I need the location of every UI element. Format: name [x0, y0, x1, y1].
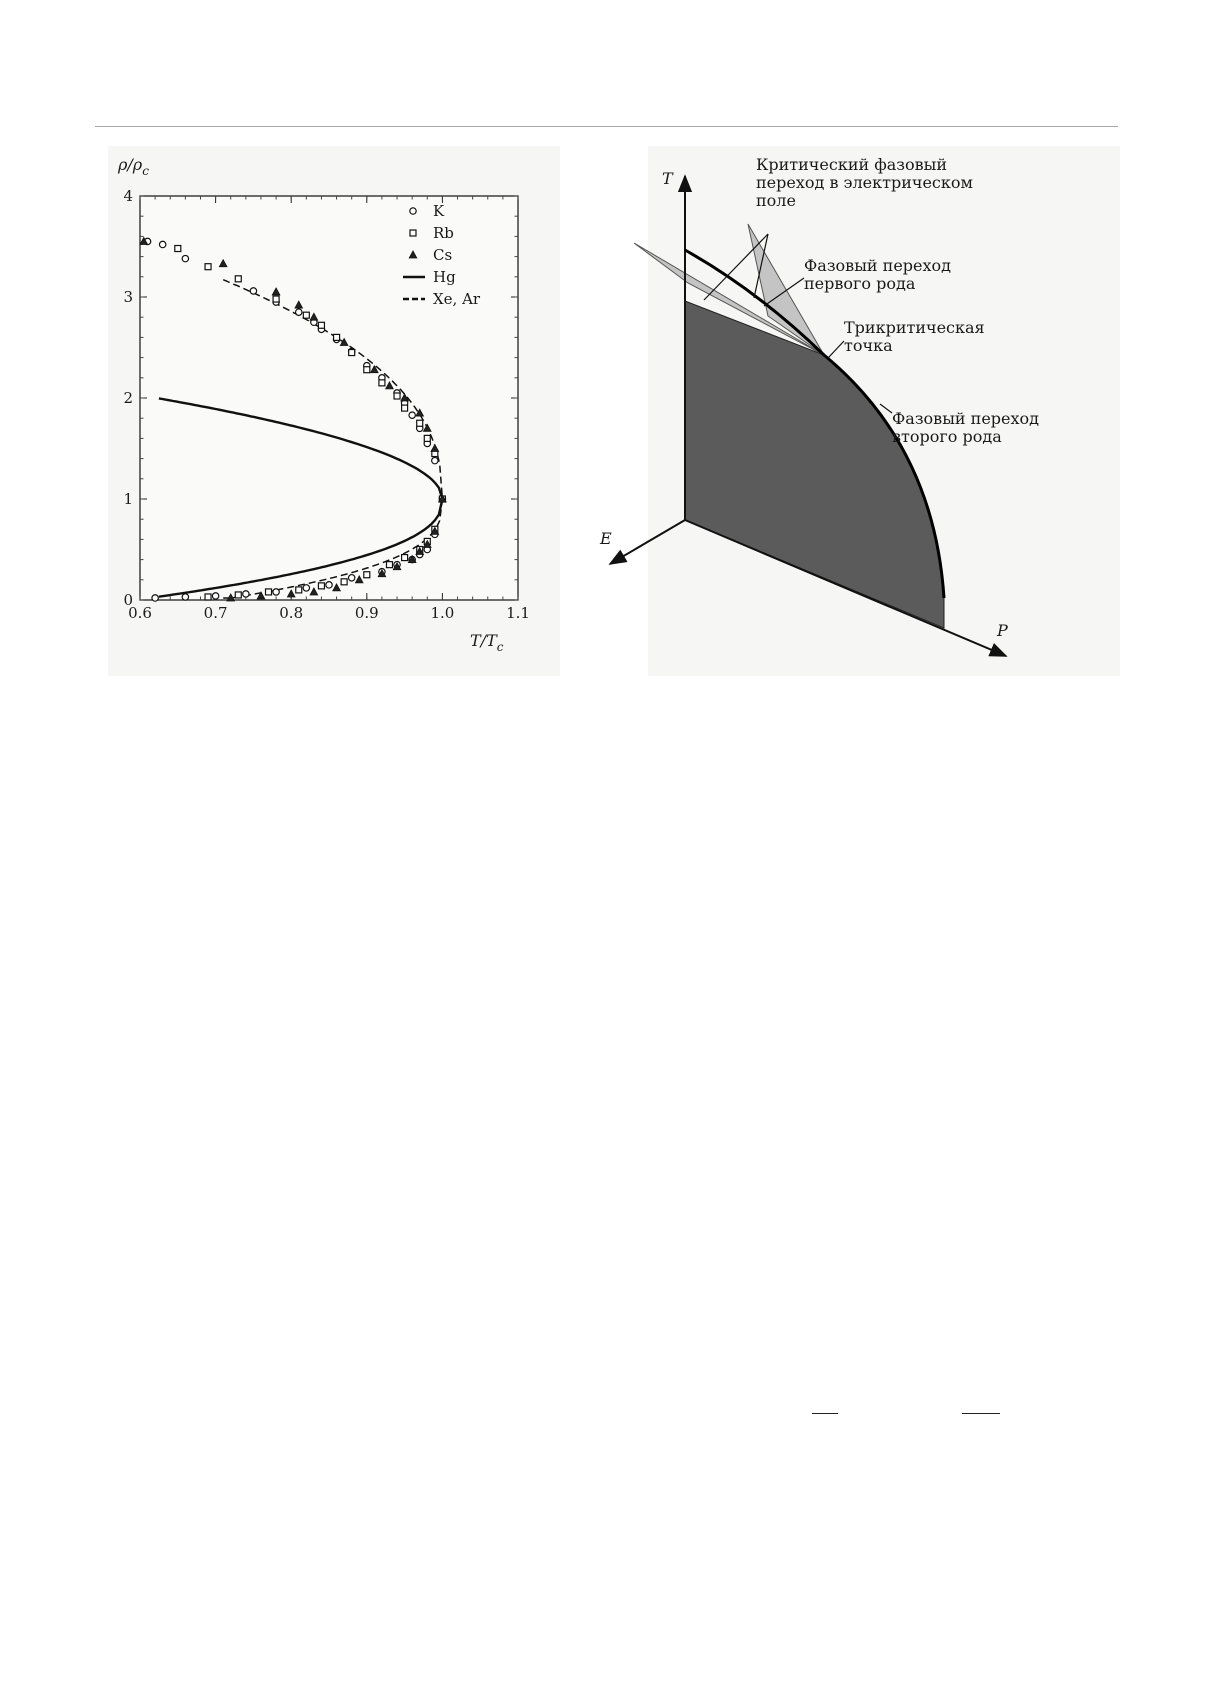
- point-rb: [318, 583, 324, 589]
- fraction-bar-right: [962, 1413, 1000, 1414]
- legend-label: Xe, Ar: [433, 290, 481, 308]
- point-k: [409, 412, 415, 418]
- point-k: [303, 585, 309, 591]
- point-rb: [402, 405, 408, 411]
- point-rb: [175, 246, 181, 252]
- x-tick-label: 0.9: [354, 604, 379, 622]
- point-rb: [235, 592, 241, 598]
- point-rb: [424, 435, 430, 441]
- legend-label: Hg: [433, 268, 456, 286]
- y-tick-label: 1: [123, 490, 133, 508]
- coexistence-chart-panel: [108, 146, 560, 676]
- point-rb: [303, 312, 309, 318]
- e-axis: [610, 520, 685, 564]
- point-rb: [334, 334, 340, 340]
- x-tick-label: 0.6: [128, 604, 152, 622]
- point-rb: [386, 562, 392, 568]
- coexistence-chart: [108, 146, 560, 676]
- y-axis-label: [117, 155, 149, 178]
- point-k: [182, 255, 188, 261]
- y-label-sub: c: [142, 164, 149, 178]
- point-rb: [318, 322, 324, 328]
- plot-frame: [140, 196, 518, 600]
- legend-label: K: [433, 202, 445, 220]
- y-tick-label: 2: [123, 389, 133, 407]
- header-rule: [95, 126, 1118, 127]
- point-rb: [273, 296, 279, 302]
- point-k: [159, 241, 165, 247]
- y-tick-label: 3: [123, 288, 133, 306]
- point-rb: [402, 555, 408, 561]
- x-label-sub: c: [496, 640, 504, 654]
- point-rb: [296, 587, 302, 593]
- legend-marker-rb: [410, 230, 416, 236]
- first-order-label: Фазовый переход первого рода: [804, 256, 952, 293]
- x-label-num: T/T: [470, 631, 497, 650]
- legend-marker-k: [410, 208, 416, 214]
- point-rb: [266, 589, 272, 595]
- callout-tricritical: [828, 341, 844, 358]
- point-k: [296, 309, 302, 315]
- legend-label: Rb: [433, 224, 454, 242]
- second-order-label: Фазовый переход второго рода: [892, 409, 1040, 446]
- point-k: [243, 591, 249, 597]
- point-k: [432, 457, 438, 463]
- point-k: [273, 589, 279, 595]
- y-tick-label: 0: [123, 591, 133, 609]
- phase-diagram: [600, 146, 1120, 676]
- fraction-bar-left: [812, 1413, 838, 1414]
- x-tick-label: 1.1: [506, 604, 530, 622]
- y-label-num: ρ/ρ: [118, 155, 143, 174]
- phase-diagram-panel: [600, 146, 1120, 676]
- point-rb: [364, 572, 370, 578]
- e-axis-label: E: [600, 529, 612, 548]
- point-rb: [417, 420, 423, 426]
- point-rb: [349, 350, 355, 356]
- callout-second-order: [880, 404, 892, 413]
- point-k: [348, 575, 354, 581]
- point-rb: [205, 594, 211, 600]
- point-k: [152, 595, 158, 601]
- point-k: [326, 582, 332, 588]
- x-axis-label: [470, 631, 504, 654]
- point-rb: [235, 276, 241, 282]
- point-rb: [379, 380, 385, 386]
- t-axis-label: T: [662, 169, 673, 188]
- p-axis-label: P: [997, 621, 1008, 640]
- point-k: [182, 594, 188, 600]
- legend-label: Cs: [433, 246, 453, 264]
- point-rb: [364, 367, 370, 373]
- y-tick-label: 4: [123, 187, 133, 205]
- point-k: [250, 288, 256, 294]
- point-rb: [205, 264, 211, 270]
- plot-frame-rect: [140, 196, 518, 600]
- point-rb: [341, 579, 347, 585]
- x-tick-label: 1.0: [430, 604, 455, 622]
- critical-transition-label: Критический фазовый переход в электрическом поле: [756, 155, 973, 210]
- x-tick-label: 0.7: [203, 604, 228, 622]
- point-k: [212, 593, 218, 599]
- tricritical-label: Трикритическая точка: [844, 318, 985, 355]
- x-tick-label: 0.8: [279, 604, 304, 622]
- point-rb: [394, 393, 400, 399]
